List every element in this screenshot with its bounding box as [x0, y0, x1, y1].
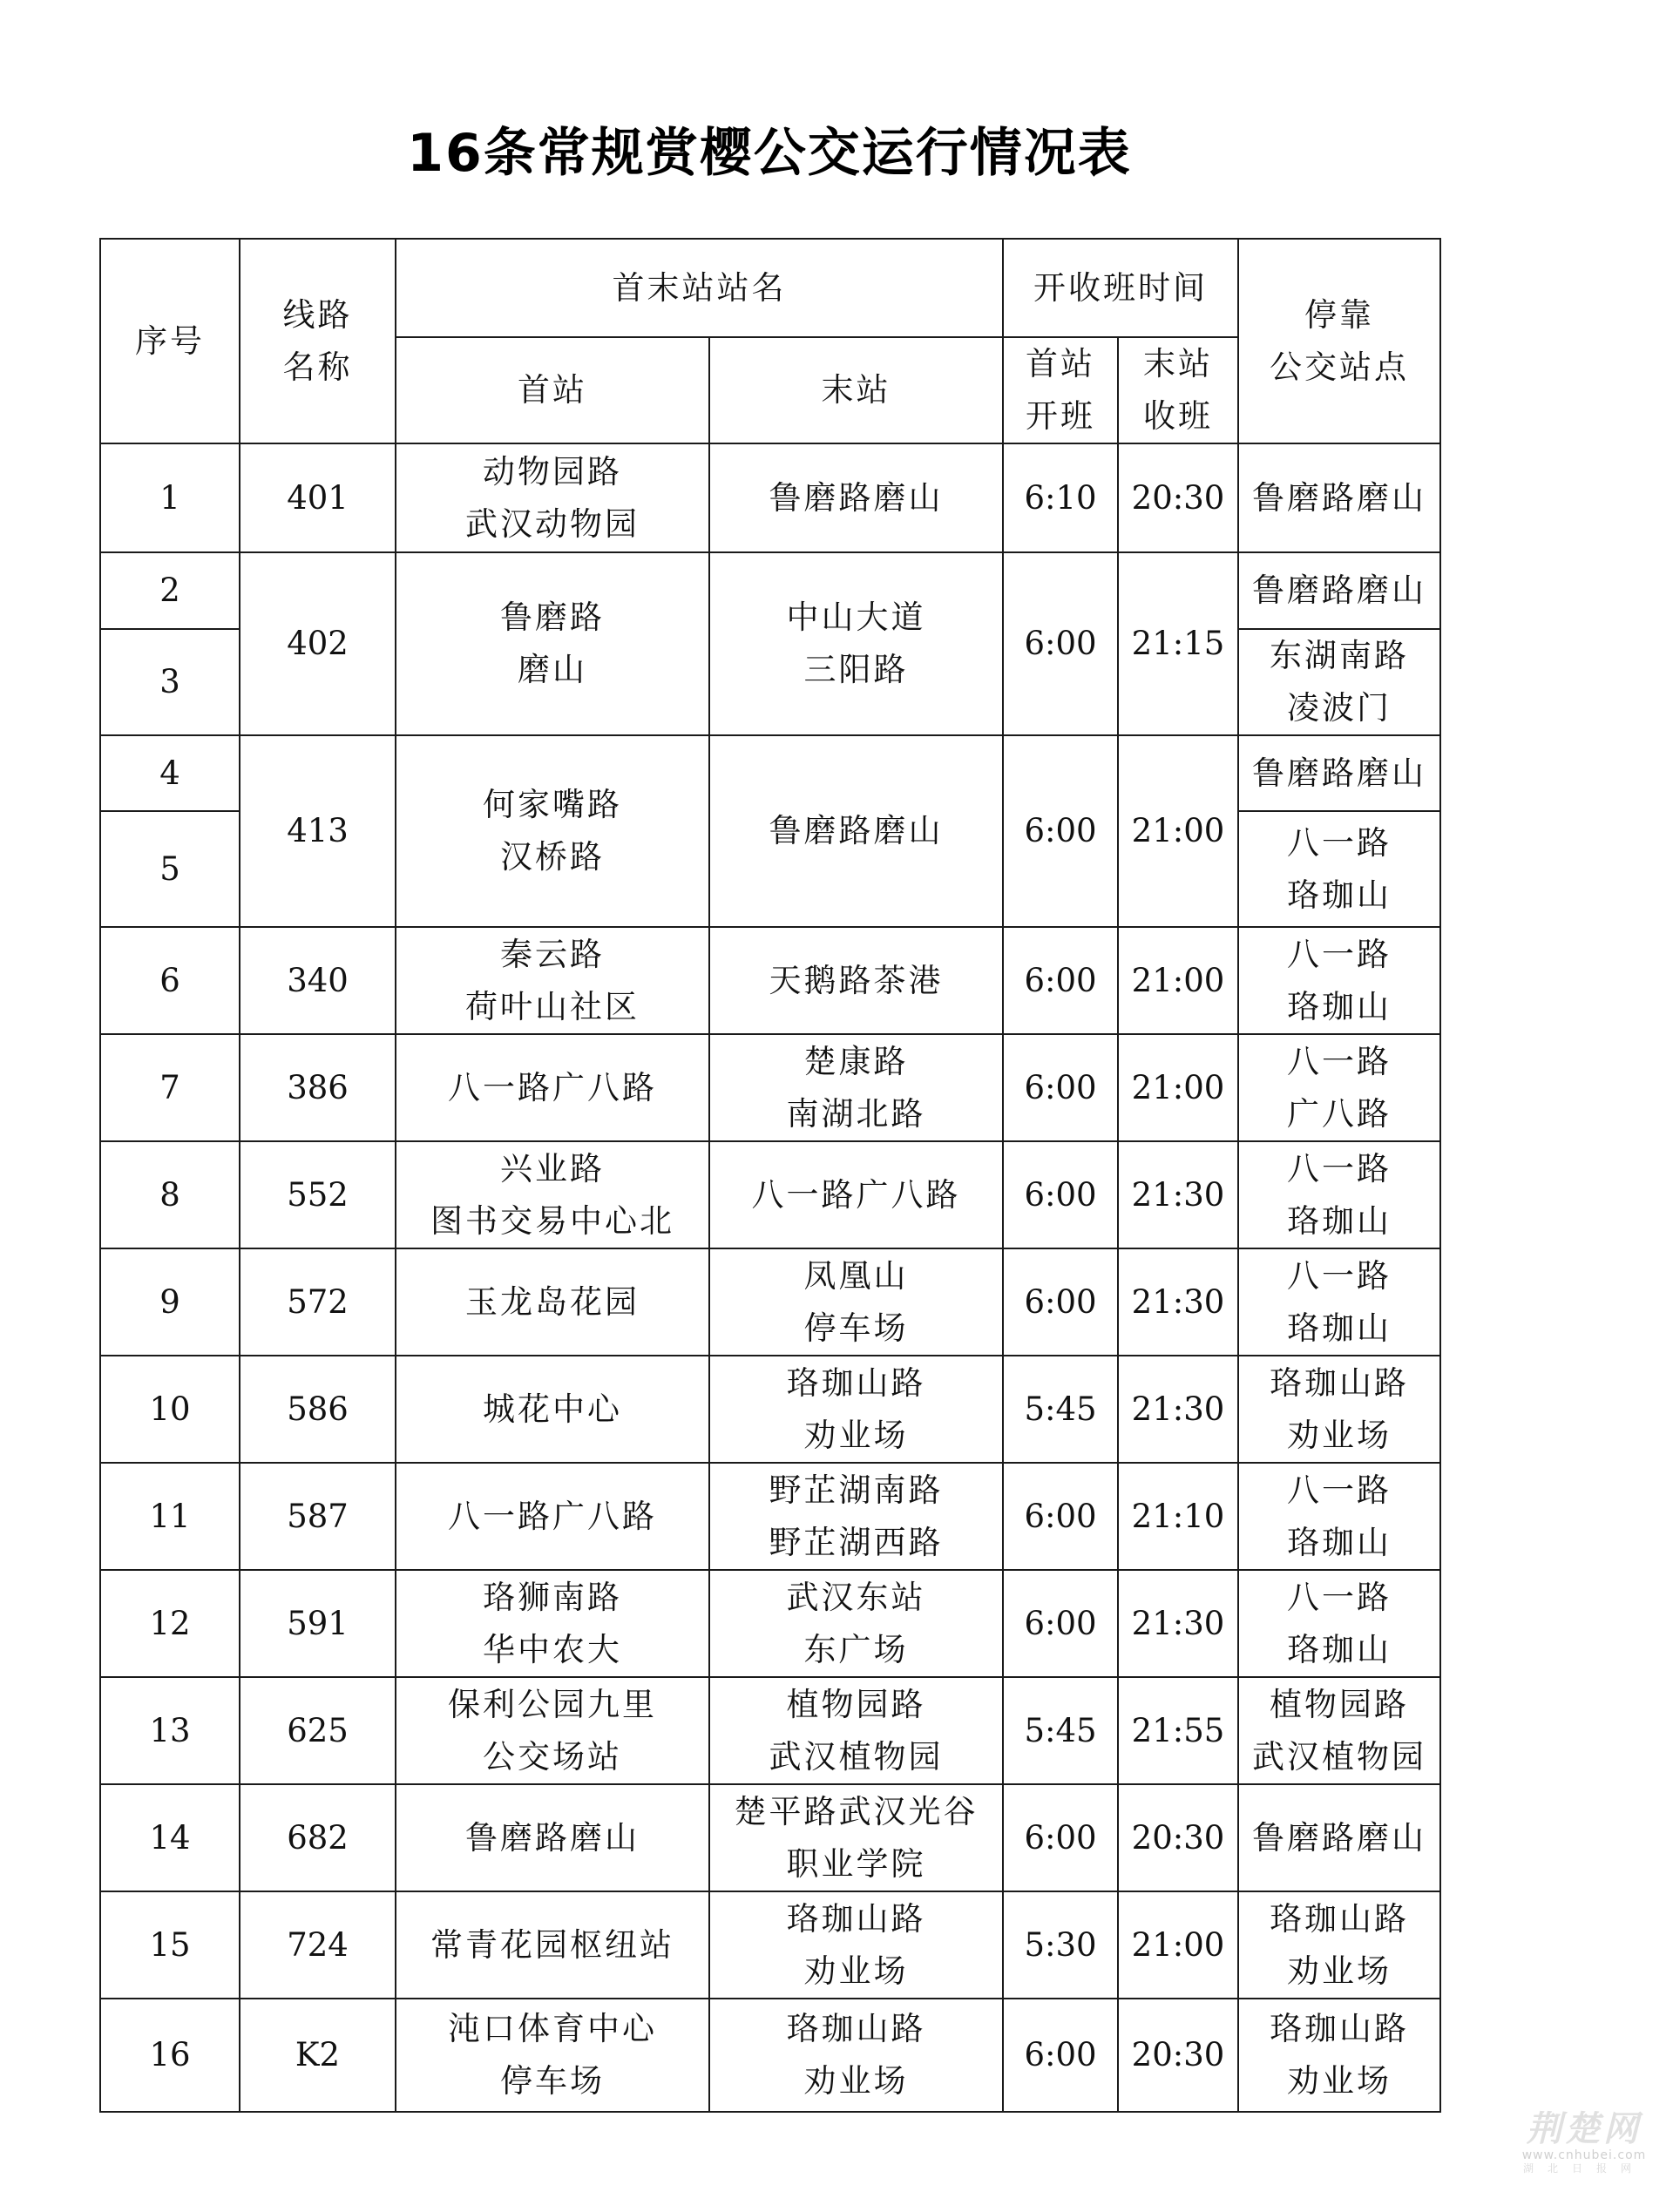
header-times-group: 开收班时间: [1003, 239, 1238, 337]
cell-text: 磨山: [518, 651, 587, 688]
cell-first-station: [396, 1999, 709, 2112]
cell-first-station: [396, 1141, 709, 1248]
cell-seq: 16: [100, 1999, 240, 2112]
cell-last-station: [709, 1570, 1003, 1677]
cell-last-station: [709, 1356, 1003, 1463]
cell-text: 天鹅路茶港: [769, 961, 944, 999]
cell-first-time: 5:30: [1003, 1891, 1118, 1999]
header-stop-line2: 公交站点: [1270, 348, 1409, 386]
cell-text: 鲁磨路磨山: [1252, 478, 1426, 517]
cell-text: 珞珈山: [1287, 1309, 1392, 1347]
table-row: [100, 443, 1440, 552]
cell-route: 401: [240, 443, 396, 552]
cell-text: 植物园路: [786, 1685, 926, 1723]
cell-text: 三阳路: [803, 651, 909, 688]
cell-text: 东湖南路: [1270, 637, 1409, 674]
cell-first-time: 6:00: [1003, 735, 1118, 927]
cell-stop: [1238, 629, 1440, 735]
cell-text: 珞珈山路: [786, 2010, 926, 2047]
cell-stop: [1238, 1999, 1440, 2112]
cell-first-station: [396, 443, 709, 552]
table-row: [100, 1356, 1440, 1463]
cell-text: 何家嘴路: [483, 786, 622, 823]
cell-stop: [1238, 1784, 1440, 1891]
cell-text: 八一路广八路: [448, 1497, 657, 1535]
cell-text: 珞狮南路: [483, 1578, 622, 1616]
cell-text: 八一路: [1287, 1578, 1392, 1616]
cell-text: 汉桥路: [500, 838, 605, 876]
table-row: [100, 1784, 1440, 1891]
cell-text: 珞珈山路: [786, 1899, 926, 1938]
cell-text: 八一路广八路: [448, 1068, 657, 1106]
cell-last-station: [709, 1891, 1003, 1999]
header-last-departure-line2: 收班: [1143, 397, 1213, 435]
cell-first-time: 6:00: [1003, 1141, 1118, 1248]
header-stop-line1: 停靠: [1304, 295, 1374, 334]
cell-text: 珞珈山: [1287, 1630, 1392, 1668]
cell-text: 停车场: [500, 2062, 605, 2100]
header-route-name-line2: 名称: [282, 348, 353, 386]
cell-seq: 15: [100, 1891, 240, 1999]
cell-text: 劝业场: [803, 2062, 909, 2100]
cell-text: 植物园路: [1270, 1685, 1409, 1723]
cell-first-time: 6:00: [1003, 552, 1118, 735]
cell-seq: 5: [100, 811, 240, 927]
cell-stop: [1238, 443, 1440, 552]
cell-text: 鲁磨路磨山: [769, 478, 944, 517]
cell-text: 楚康路: [803, 1042, 909, 1080]
cell-text: 沌口体育中心: [448, 2010, 657, 2047]
header-first-departure: [1003, 337, 1118, 443]
table-row: [100, 552, 1440, 629]
cell-route: 340: [240, 927, 396, 1034]
header-stop: [1238, 239, 1440, 443]
cell-text: 鲁磨路磨山: [1252, 754, 1426, 792]
cell-last-station: [709, 1248, 1003, 1356]
cell-route: 402: [240, 552, 396, 735]
cell-text: 城花中心: [483, 1390, 622, 1428]
cell-text: 停车场: [803, 1309, 909, 1347]
page-title: 16条常规赏樱公交运行情况表: [407, 123, 1132, 184]
cell-stop: [1238, 735, 1440, 811]
cell-last-station: [709, 1034, 1003, 1141]
cell-seq: 2: [100, 552, 240, 629]
cell-last-time: 21:00: [1118, 927, 1238, 1034]
cell-text: 八一路: [1287, 1042, 1392, 1080]
cell-last-station: [709, 927, 1003, 1034]
cell-last-time: 21:55: [1118, 1677, 1238, 1784]
cell-text: 劝业场: [1287, 1952, 1392, 1990]
cell-text: 华中农大: [483, 1630, 622, 1668]
cell-first-time: 6:00: [1003, 1034, 1118, 1141]
cell-seq: 6: [100, 927, 240, 1034]
cell-last-time: 20:30: [1118, 443, 1238, 552]
cell-last-time: 20:30: [1118, 1784, 1238, 1891]
cell-last-station: [709, 1999, 1003, 2112]
cell-first-station: [396, 735, 709, 927]
cell-stop: [1238, 1248, 1440, 1356]
cell-first-station: [396, 1034, 709, 1141]
header-first-departure-line1: 首站: [1026, 345, 1095, 382]
cell-last-time: 21:00: [1118, 735, 1238, 927]
table-row: [100, 1248, 1440, 1356]
cell-text: 鲁磨路: [500, 599, 605, 636]
cell-stop: [1238, 1463, 1440, 1570]
cell-text: 野芷湖西路: [769, 1523, 944, 1561]
cell-text: 动物园路: [483, 452, 622, 490]
cell-text: 劝业场: [803, 1952, 909, 1990]
cell-last-time: 20:30: [1118, 1999, 1238, 2112]
cell-last-station: [709, 1677, 1003, 1784]
table-row: [100, 927, 1440, 1034]
cell-text: 公交场站: [483, 1737, 622, 1776]
cell-text: 珞珈山: [1287, 1201, 1392, 1240]
table-row: [100, 1570, 1440, 1677]
cell-route: 591: [240, 1570, 396, 1677]
cell-text: 八一路广八路: [751, 1175, 961, 1214]
cell-last-time: 21:00: [1118, 1891, 1238, 1999]
table-row: [100, 1034, 1440, 1141]
cell-route: 625: [240, 1677, 396, 1784]
cell-text: 珞珈山路: [786, 1363, 926, 1402]
cell-text: 珞珈山路: [1270, 2010, 1409, 2047]
cell-first-time: 6:00: [1003, 1784, 1118, 1891]
cell-text: 八一路: [1287, 1256, 1392, 1295]
cell-text: 野芷湖南路: [769, 1471, 944, 1509]
cell-text: 鲁磨路磨山: [1252, 1818, 1426, 1857]
cell-last-station: [709, 443, 1003, 552]
cell-seq: 7: [100, 1034, 240, 1141]
cell-text: 凌波门: [1287, 689, 1392, 727]
cell-first-time: 6:00: [1003, 1999, 1118, 2112]
cell-first-station: [396, 1463, 709, 1570]
header-last-departure-line1: 末站: [1143, 345, 1213, 382]
header-first-departure-line2: 开班: [1026, 397, 1095, 435]
cell-seq: 11: [100, 1463, 240, 1570]
cell-text: 中山大道: [786, 599, 926, 636]
cell-route: 572: [240, 1248, 396, 1356]
cell-stop: [1238, 1034, 1440, 1141]
watermark-url: www.cnhubei.com: [1521, 2148, 1647, 2162]
table-row: [100, 735, 1440, 811]
header-last-station: 末站: [709, 337, 1003, 443]
cell-last-time: 21:30: [1118, 1248, 1238, 1356]
cell-text: 鲁磨路磨山: [465, 1818, 640, 1857]
cell-route: 586: [240, 1356, 396, 1463]
cell-seq: 8: [100, 1141, 240, 1248]
cell-last-time: 21:00: [1118, 1034, 1238, 1141]
cell-text: 南湖北路: [786, 1094, 926, 1133]
cell-text: 珞珈山: [1287, 987, 1392, 1025]
cell-text: 图书交易中心北: [430, 1201, 674, 1240]
header-route-name-line1: 线路: [282, 295, 353, 334]
cell-last-station: [709, 1463, 1003, 1570]
cell-first-time: 6:10: [1003, 443, 1118, 552]
table-row: [100, 1677, 1440, 1784]
cell-seq: 1: [100, 443, 240, 552]
cell-last-time: 21:30: [1118, 1141, 1238, 1248]
watermark: [1497, 2110, 1671, 2188]
header-route-name: [240, 239, 396, 443]
cell-seq: 4: [100, 735, 240, 811]
cell-text: 八一路: [1287, 823, 1392, 862]
cell-text: 武汉东站: [786, 1578, 926, 1616]
cell-first-station: [396, 1891, 709, 1999]
cell-route: 724: [240, 1891, 396, 1999]
bus-schedule-table: [99, 238, 1441, 2113]
cell-first-station: [396, 1677, 709, 1784]
table-row: [100, 1463, 1440, 1570]
cell-last-station: [709, 552, 1003, 735]
cell-last-time: 21:30: [1118, 1570, 1238, 1677]
cell-text: 八一路: [1287, 1471, 1392, 1509]
cell-text: 劝业场: [1287, 2062, 1392, 2100]
cell-text: 楚平路武汉光谷: [734, 1792, 979, 1830]
cell-route: 587: [240, 1463, 396, 1570]
cell-stop: [1238, 1677, 1440, 1784]
cell-stop: [1238, 811, 1440, 927]
cell-stop: [1238, 927, 1440, 1034]
cell-seq: 9: [100, 1248, 240, 1356]
cell-stop: [1238, 552, 1440, 629]
cell-text: 八一路: [1287, 935, 1392, 973]
cell-text: 玉龙岛花园: [465, 1282, 640, 1321]
table-row: [100, 1999, 1440, 2112]
cell-text: 荷叶山社区: [465, 987, 640, 1025]
cell-text: 鲁磨路磨山: [1252, 572, 1426, 609]
cell-seq: 3: [100, 629, 240, 735]
header-last-departure: [1118, 337, 1238, 443]
cell-text: 劝业场: [1287, 1416, 1392, 1454]
cell-last-time: 21:10: [1118, 1463, 1238, 1570]
header-stations-group: 首末站站名: [396, 239, 1003, 337]
cell-stop: [1238, 1570, 1440, 1677]
cell-text: 劝业场: [803, 1416, 909, 1454]
cell-first-station: [396, 1570, 709, 1677]
cell-first-station: [396, 1356, 709, 1463]
cell-route: 413: [240, 735, 396, 927]
table-row: [100, 1141, 1440, 1248]
cell-last-station: [709, 1784, 1003, 1891]
cell-text: 鲁磨路磨山: [769, 812, 944, 849]
cell-seq: 14: [100, 1784, 240, 1891]
cell-first-station: [396, 1248, 709, 1356]
cell-text: 八一路: [1287, 1149, 1392, 1187]
cell-first-station: [396, 1784, 709, 1891]
cell-route: 552: [240, 1141, 396, 1248]
cell-text: 凤凰山: [803, 1256, 909, 1295]
header-seq: 序号: [100, 239, 240, 443]
cell-first-time: 6:00: [1003, 1463, 1118, 1570]
cell-text: 常青花园枢纽站: [430, 1925, 674, 1964]
cell-text: 职业学院: [786, 1844, 926, 1883]
cell-stop: [1238, 1356, 1440, 1463]
cell-text: 兴业路: [500, 1149, 605, 1187]
cell-text: 武汉动物园: [465, 504, 640, 543]
cell-route: 682: [240, 1784, 396, 1891]
cell-last-station: [709, 735, 1003, 927]
cell-seq: 10: [100, 1356, 240, 1463]
cell-text: 武汉植物园: [1252, 1737, 1426, 1776]
cell-seq: 13: [100, 1677, 240, 1784]
cell-text: 保利公园九里: [448, 1685, 657, 1723]
header-first-station: 首站: [396, 337, 709, 443]
cell-text: 珞珈山路: [1270, 1363, 1409, 1402]
cell-first-time: 5:45: [1003, 1677, 1118, 1784]
cell-text: 武汉植物园: [769, 1737, 944, 1776]
cell-text: 广八路: [1287, 1094, 1392, 1133]
cell-text: 秦云路: [500, 935, 605, 973]
cell-first-time: 6:00: [1003, 1248, 1118, 1356]
cell-first-time: 6:00: [1003, 927, 1118, 1034]
cell-first-station: [396, 927, 709, 1034]
cell-route: K2: [240, 1999, 396, 2112]
cell-first-time: 5:45: [1003, 1356, 1118, 1463]
cell-last-time: 21:15: [1118, 552, 1238, 735]
table-row: [100, 1891, 1440, 1999]
cell-first-station: [396, 552, 709, 735]
cell-text: 东广场: [803, 1630, 909, 1668]
cell-seq: 12: [100, 1570, 240, 1677]
cell-stop: [1238, 1141, 1440, 1248]
cell-first-time: 6:00: [1003, 1570, 1118, 1677]
cell-stop: [1238, 1891, 1440, 1999]
cell-text: 珞珈山路: [1270, 1899, 1409, 1938]
cell-text: 珞珈山: [1287, 876, 1392, 914]
cell-last-station: [709, 1141, 1003, 1248]
watermark-subtitle: 湖北日报网: [1522, 2162, 1645, 2175]
cell-last-time: 21:30: [1118, 1356, 1238, 1463]
watermark-logo: 荆楚网: [1527, 2109, 1642, 2149]
cell-text: 珞珈山: [1287, 1523, 1392, 1561]
cell-route: 386: [240, 1034, 396, 1141]
